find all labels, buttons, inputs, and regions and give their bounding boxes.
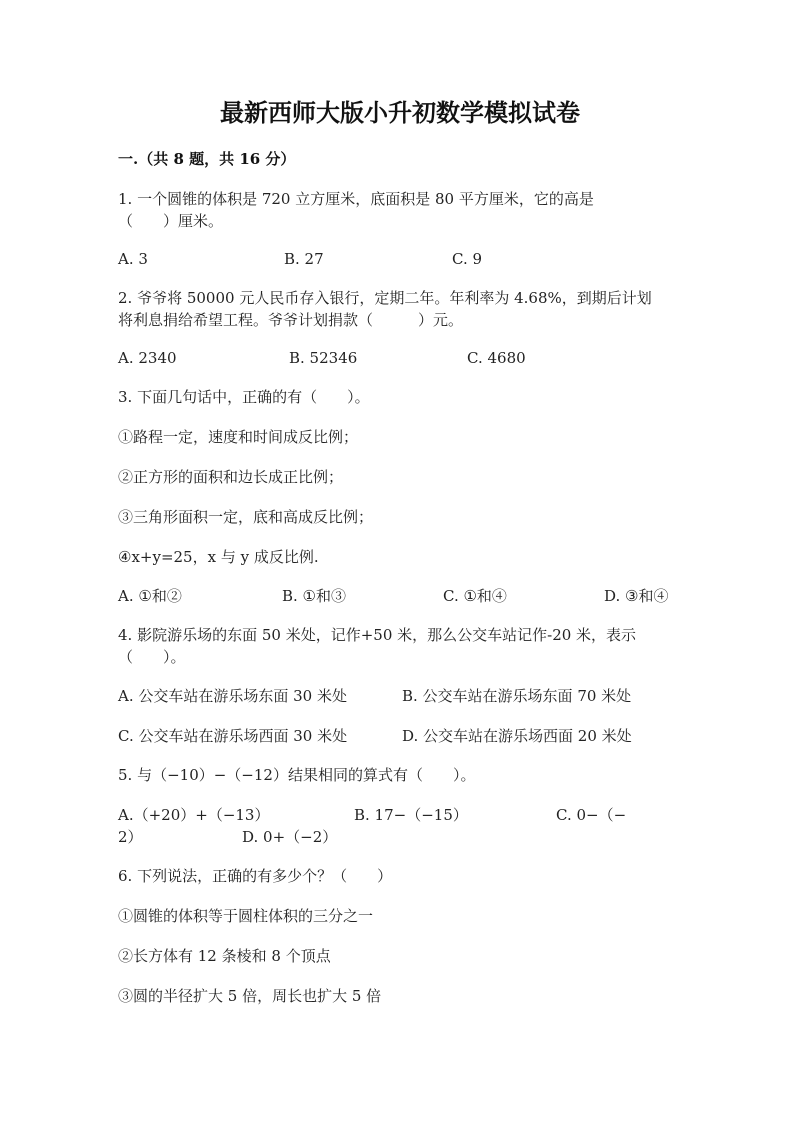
q3-statement-3: ③三角形面积一定，底和高成反比例； (118, 508, 374, 526)
q1-option-c: C. 9 (452, 250, 483, 268)
q5-option-b: B. 17−（−15） (354, 806, 468, 824)
q5-option-a: A.（+20）+（−13） (118, 806, 270, 824)
q3-option-a: A. ①和② (118, 587, 182, 605)
q3-option-c: C. ①和④ (443, 587, 507, 605)
q6-stem: 6. 下列说法，正确的有多少个？（ ） (118, 867, 393, 885)
page-title: 最新西师大版小升初数学模拟试卷 (220, 98, 580, 127)
q3-statement-4: ④x+y=25，x 与 y 成反比例. (118, 548, 319, 566)
q4-option-c: C. 公交车站在游乐场西面 30 米处 (118, 727, 348, 745)
q5-stem: 5. 与（−10）−（−12）结果相同的算式有（ ）。 (118, 766, 476, 784)
q6-statement-1: ①圆锥的体积等于圆柱体积的三分之一 (118, 907, 374, 925)
q6-statement-3: ③圆的半径扩大 5 倍，周长也扩大 5 倍 (118, 987, 382, 1005)
q5-option-c-continued: 2） (118, 828, 143, 846)
section-heading: 一.（共 8 题，共 16 分） (118, 150, 296, 168)
q3-statement-2: ②正方形的面积和边长成正比例； (118, 468, 344, 486)
q2-stem-line1: 2. 爷爷将 50000 元人民币存入银行，定期二年。年利率为 4.68%，到期后计划 (118, 289, 652, 307)
q2-option-a: A. 2340 (118, 349, 177, 367)
q4-option-a: A. 公交车站在游乐场东面 30 米处 (118, 687, 347, 705)
q4-stem-line2: （ ）。 (118, 648, 186, 666)
q2-stem-line2: 将利息捐给希望工程。爷爷计划捐款（ ）元。 (118, 311, 464, 329)
q2-option-b: B. 52346 (289, 349, 358, 367)
q4-stem-line1: 4. 影院游乐场的东面 50 米处，记作+50 米，那么公交车站记作-20 米，表示 (118, 626, 637, 644)
q3-stem: 3. 下面几句话中，正确的有（ ）。 (118, 388, 370, 406)
q3-statement-1: ①路程一定，速度和时间成反比例； (118, 428, 359, 446)
q6-statement-2: ②长方体有 12 条棱和 8 个顶点 (118, 947, 331, 965)
q5-option-c: C. 0−（− (556, 806, 627, 824)
q3-option-b: B. ①和③ (282, 587, 347, 605)
q4-option-d: D. 公交车站在游乐场西面 20 米处 (402, 727, 632, 745)
q1-option-b: B. 27 (284, 250, 324, 268)
q1-option-a: A. 3 (118, 250, 148, 268)
q2-option-c: C. 4680 (467, 349, 526, 367)
q3-option-d: D. ③和④ (604, 587, 669, 605)
q5-option-d: D. 0+（−2） (242, 828, 338, 846)
q4-option-b: B. 公交车站在游乐场东面 70 米处 (402, 687, 632, 705)
q1-stem-line1: 1. 一个圆锥的体积是 720 立方厘米，底面积是 80 平方厘米，它的高是 (118, 190, 594, 208)
q1-stem-line2: （ ）厘米。 (118, 212, 224, 230)
